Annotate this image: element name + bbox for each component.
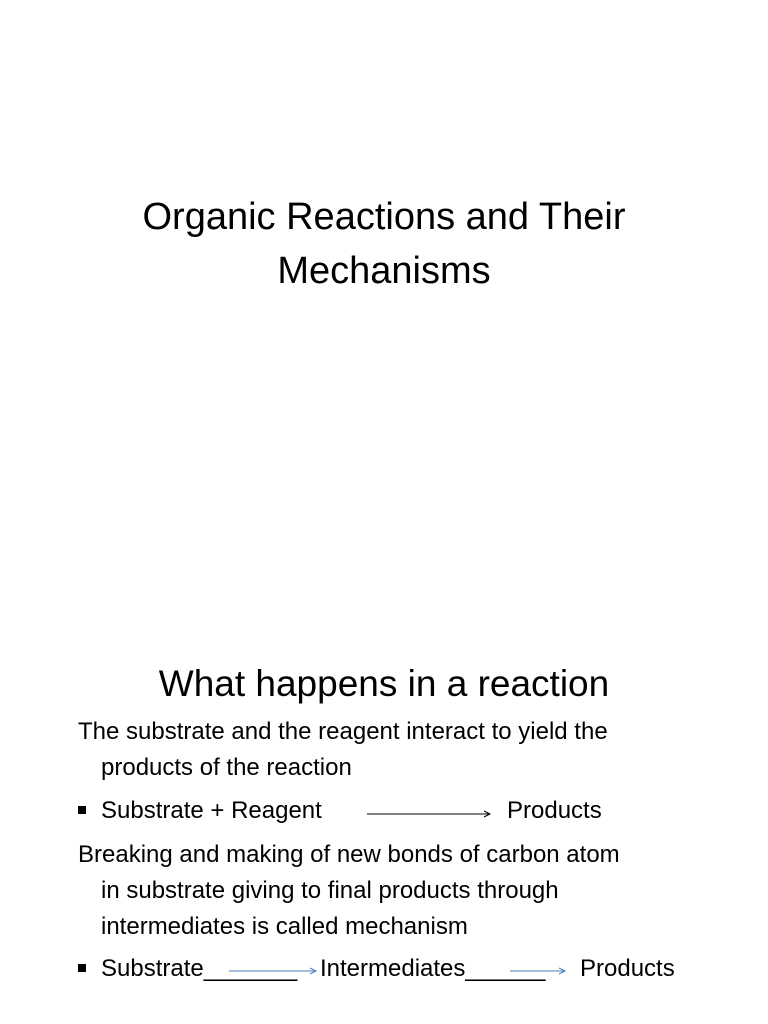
mechanism-products: Products: [580, 955, 675, 982]
mechanism-arrow-2-icon: [510, 967, 568, 975]
bullet-reaction-equation: [78, 793, 638, 829]
mechanism-intermediates: Intermediates______: [320, 955, 546, 982]
paragraph-1-line-1: The substrate and the reagent interact to yield the: [78, 718, 608, 745]
paragraph-mechanism-definition: [78, 837, 751, 945]
slide-title: [0, 190, 768, 298]
paragraph-2-line-2: in substrate giving to final products through: [101, 877, 559, 904]
paragraph-1-line-2: products of the reaction: [101, 754, 352, 781]
paragraph-2-line-1: Breaking and making of new bonds of carbon atom: [78, 841, 620, 868]
reaction-arrow-icon: [367, 810, 493, 818]
slide-title-line-2: Mechanisms: [277, 250, 491, 292]
square-bullet-icon: [78, 806, 86, 814]
square-bullet-icon: [78, 964, 86, 972]
paragraph-2-line-3: intermediates is called mechanism: [101, 913, 468, 940]
paragraph-reaction-definition: [78, 714, 751, 786]
mechanism-substrate: Substrate_______: [101, 955, 298, 982]
content-slide-title: What happens in a reaction: [158, 663, 610, 704]
equation-reactants: Substrate + Reagent: [101, 797, 322, 824]
bullet-mechanism-equation: [78, 951, 718, 987]
slide-title-line-1: Organic Reactions and Their: [142, 196, 626, 238]
equation-products: Products: [507, 797, 602, 824]
mechanism-arrow-1-icon: [229, 967, 319, 975]
